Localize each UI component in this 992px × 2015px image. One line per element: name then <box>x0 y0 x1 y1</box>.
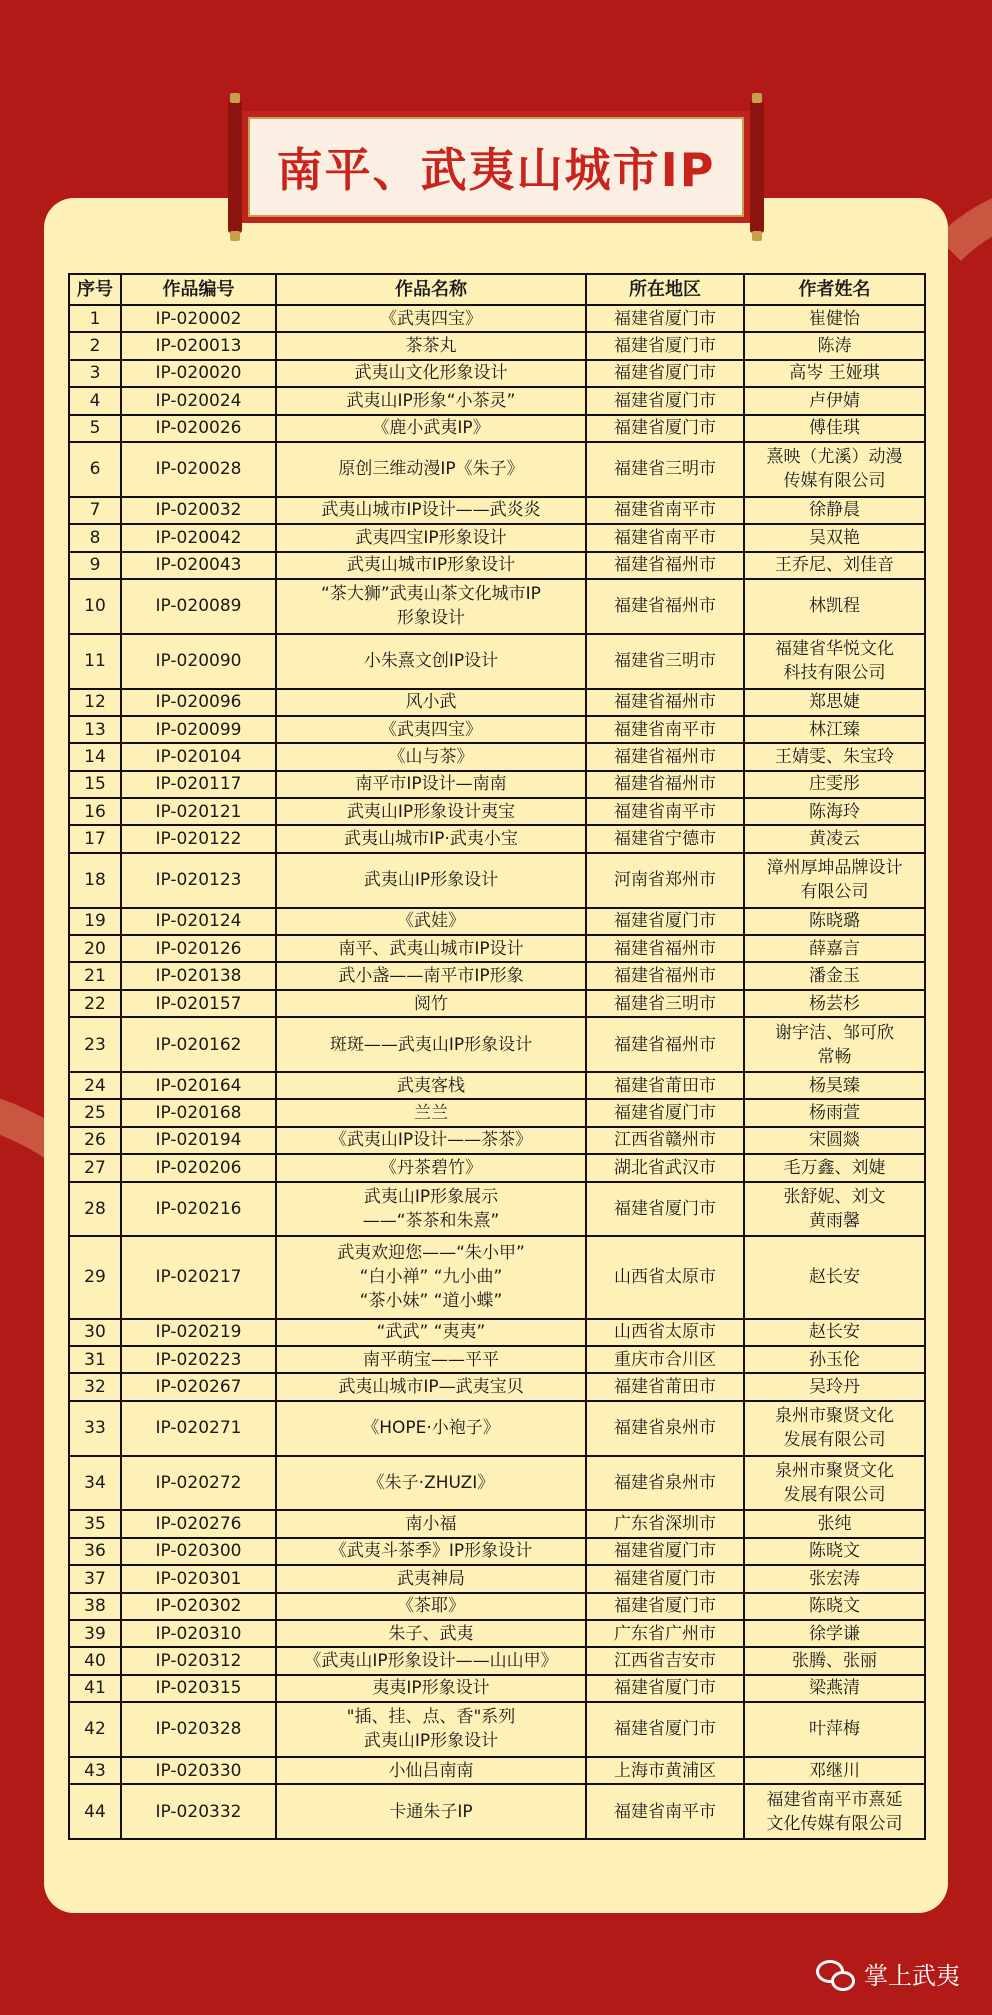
cell-region: 福建省福州市 <box>586 552 744 579</box>
table-row <box>69 1127 925 1154</box>
cell-region: 福建省三明市 <box>586 634 744 689</box>
cell-index: 3 <box>69 360 121 387</box>
footer-brand <box>816 1956 960 1991</box>
cell-work-name: “武武” “夷夷” <box>276 1319 586 1346</box>
cell-index: 39 <box>69 1620 121 1647</box>
cell-work-id: IP-020099 <box>121 716 276 743</box>
cell-index: 16 <box>69 798 121 825</box>
cell-work-id: IP-020157 <box>121 990 276 1017</box>
cell-work-id: IP-020219 <box>121 1319 276 1346</box>
table-row <box>69 1456 925 1511</box>
cell-work-name: 原创三维动漫IP《朱子》 <box>276 442 586 497</box>
cell-work-id: IP-020024 <box>121 387 276 414</box>
cell-region: 福建省厦门市 <box>586 1593 744 1620</box>
cell-index: 1 <box>69 305 121 332</box>
cell-work-id: IP-020126 <box>121 935 276 962</box>
cell-region: 福建省福州市 <box>586 935 744 962</box>
cell-work-name: 阅竹 <box>276 990 586 1017</box>
cell-region: 福建省南平市 <box>586 524 744 551</box>
cell-region: 河南省郑州市 <box>586 853 744 908</box>
cell-region: 福建省厦门市 <box>586 360 744 387</box>
cell-region: 福建省福州市 <box>586 579 744 634</box>
scroll-paper <box>242 111 750 223</box>
table-row <box>69 689 925 716</box>
cell-index: 24 <box>69 1072 121 1099</box>
cell-work-name: 小仙吕南南 <box>276 1757 586 1784</box>
table-row <box>69 1620 925 1647</box>
cell-region: 福建省南平市 <box>586 497 744 524</box>
cell-work-name: 《鹿小武夷IP》 <box>276 415 586 442</box>
cell-work-name: 武夷山IP形象设计 <box>276 853 586 908</box>
cell-region: 福建省厦门市 <box>586 1182 744 1237</box>
cell-work-name: 武夷山城市IP—武夷宝贝 <box>276 1373 586 1400</box>
table-row <box>69 387 925 414</box>
table-row <box>69 1099 925 1126</box>
cell-region: 福建省厦门市 <box>586 1675 744 1702</box>
cell-work-name: 武夷山IP形象“小茶灵” <box>276 387 586 414</box>
cell-author: 黄凌云 <box>744 825 925 852</box>
cell-work-id: IP-020216 <box>121 1182 276 1237</box>
cell-index: 30 <box>69 1319 121 1346</box>
title-scroll <box>228 101 764 233</box>
cell-work-name: 斑斑——武夷山IP形象设计 <box>276 1017 586 1072</box>
wechat-icon <box>816 1958 856 1990</box>
table-row <box>69 579 925 634</box>
cell-region: 福建省宁德市 <box>586 825 744 852</box>
cell-work-name: 武小盏——南平市IP形象 <box>276 962 586 989</box>
cell-work-name: 武夷四宝IP形象设计 <box>276 524 586 551</box>
cell-work-name: 武夷山文化形象设计 <box>276 360 586 387</box>
cell-work-name: 《茶耶》 <box>276 1593 586 1620</box>
cell-work-name: 兰兰 <box>276 1099 586 1126</box>
cell-author: 熹映（尤溪）动漫 传媒有限公司 <box>744 442 925 497</box>
cell-work-id: IP-020162 <box>121 1017 276 1072</box>
cell-index: 25 <box>69 1099 121 1126</box>
table-row <box>69 1236 925 1318</box>
cell-author: 毛万鑫、刘婕 <box>744 1154 925 1181</box>
cell-index: 33 <box>69 1401 121 1456</box>
cell-region: 福建省厦门市 <box>586 387 744 414</box>
cell-work-id: IP-020310 <box>121 1620 276 1647</box>
table-row <box>69 825 925 852</box>
table-row <box>69 990 925 1017</box>
cell-work-name: 《HOPE·小袍子》 <box>276 1401 586 1456</box>
cell-index: 13 <box>69 716 121 743</box>
table-row <box>69 716 925 743</box>
cell-author: 杨昊臻 <box>744 1072 925 1099</box>
cell-index: 22 <box>69 990 121 1017</box>
cell-work-id: IP-020168 <box>121 1099 276 1126</box>
table-row <box>69 1565 925 1592</box>
cell-author: 泉州市聚贤文化 发展有限公司 <box>744 1401 925 1456</box>
cell-index: 38 <box>69 1593 121 1620</box>
cell-work-name: 《武夷山IP形象设计——山山甲》 <box>276 1647 586 1674</box>
cell-work-id: IP-020117 <box>121 771 276 798</box>
cell-author: 赵长安 <box>744 1236 925 1318</box>
table-row <box>69 305 925 332</box>
cell-region: 福建省福州市 <box>586 743 744 770</box>
cell-region: 福建省三明市 <box>586 990 744 1017</box>
cell-region: 山西省太原市 <box>586 1236 744 1318</box>
header-index: 序号 <box>69 274 121 305</box>
header-work-id: 作品编号 <box>121 274 276 305</box>
cell-work-name: 《丹茶碧竹》 <box>276 1154 586 1181</box>
table-body <box>69 305 925 1839</box>
cell-author: 梁燕清 <box>744 1675 925 1702</box>
cell-region: 福建省福州市 <box>586 771 744 798</box>
cell-index: 18 <box>69 853 121 908</box>
cell-author: 泉州市聚贤文化 发展有限公司 <box>744 1456 925 1511</box>
cell-region: 广东省广州市 <box>586 1620 744 1647</box>
cell-author: 潘金玉 <box>744 962 925 989</box>
cell-index: 34 <box>69 1456 121 1511</box>
cell-work-id: IP-020217 <box>121 1236 276 1318</box>
cell-index: 28 <box>69 1182 121 1237</box>
cell-work-id: IP-020122 <box>121 825 276 852</box>
cell-work-id: IP-020164 <box>121 1072 276 1099</box>
cell-index: 42 <box>69 1702 121 1757</box>
cell-region: 福建省厦门市 <box>586 1099 744 1126</box>
cell-work-id: IP-020028 <box>121 442 276 497</box>
table-row <box>69 743 925 770</box>
cell-work-id: IP-020300 <box>121 1538 276 1565</box>
cell-work-name: 武夷神局 <box>276 1565 586 1592</box>
cell-index: 7 <box>69 497 121 524</box>
cell-work-name: 南小福 <box>276 1510 586 1537</box>
cell-index: 12 <box>69 689 121 716</box>
cell-region: 福建省厦门市 <box>586 415 744 442</box>
cell-work-id: IP-020138 <box>121 962 276 989</box>
table-row <box>69 1784 925 1839</box>
table-row <box>69 1757 925 1784</box>
cell-index: 11 <box>69 634 121 689</box>
cell-author: 赵长安 <box>744 1319 925 1346</box>
table-row <box>69 1072 925 1099</box>
cell-region: 福建省厦门市 <box>586 1702 744 1757</box>
cell-author: 张纯 <box>744 1510 925 1537</box>
cell-region: 福建省厦门市 <box>586 1565 744 1592</box>
cell-work-name: 茶茶丸 <box>276 332 586 359</box>
cell-index: 20 <box>69 935 121 962</box>
cell-region: 福建省厦门市 <box>586 305 744 332</box>
cell-author: 林凯程 <box>744 579 925 634</box>
header-author: 作者姓名 <box>744 274 925 305</box>
cell-index: 2 <box>69 332 121 359</box>
table-row <box>69 908 925 935</box>
cell-author: 陈晓文 <box>744 1538 925 1565</box>
table-row <box>69 853 925 908</box>
cell-author: 张腾、张丽 <box>744 1647 925 1674</box>
cell-work-id: IP-020121 <box>121 798 276 825</box>
cell-work-name: 《武夷斗茶季》IP形象设计 <box>276 1538 586 1565</box>
table-row <box>69 1182 925 1237</box>
cell-author: 陈涛 <box>744 332 925 359</box>
cell-author: 高岑 王娅琪 <box>744 360 925 387</box>
cell-work-id: IP-020090 <box>121 634 276 689</box>
wechat-account-name: 掌上武夷 <box>864 1962 960 1990</box>
cell-index: 41 <box>69 1675 121 1702</box>
table-row <box>69 1373 925 1400</box>
cell-work-name: 风小武 <box>276 689 586 716</box>
cell-index: 5 <box>69 415 121 442</box>
scroll-rod-right <box>750 101 764 233</box>
cell-index: 4 <box>69 387 121 414</box>
cell-author: 王乔尼、刘佳音 <box>744 552 925 579</box>
cell-work-name: 南平萌宝——平平 <box>276 1346 586 1373</box>
cell-work-name: 《武夷山IP设计——茶茶》 <box>276 1127 586 1154</box>
cell-region: 福建省福州市 <box>586 689 744 716</box>
cell-work-name: 武夷山城市IP设计——武炎炎 <box>276 497 586 524</box>
cell-author: 郑思婕 <box>744 689 925 716</box>
cell-work-id: IP-020301 <box>121 1565 276 1592</box>
cell-work-name: 武夷客栈 <box>276 1072 586 1099</box>
cell-author: 陈晓璐 <box>744 908 925 935</box>
cell-work-name: 武夷山IP形象设计夷宝 <box>276 798 586 825</box>
cell-region: 福建省厦门市 <box>586 908 744 935</box>
cell-work-id: IP-020104 <box>121 743 276 770</box>
cell-region: 福建省莆田市 <box>586 1373 744 1400</box>
table-header-row <box>69 274 925 305</box>
cell-author: 谢宇洁、邹可欣 常畅 <box>744 1017 925 1072</box>
cell-index: 17 <box>69 825 121 852</box>
cell-author: 吴双艳 <box>744 524 925 551</box>
cell-region: 福建省南平市 <box>586 798 744 825</box>
cell-work-id: IP-020332 <box>121 1784 276 1839</box>
cell-work-id: IP-020026 <box>121 415 276 442</box>
cell-work-name: 朱子、武夷 <box>276 1620 586 1647</box>
cell-region: 福建省厦门市 <box>586 1538 744 1565</box>
cell-work-name: 《武娃》 <box>276 908 586 935</box>
ip-table <box>68 273 926 1840</box>
cell-work-id: IP-020276 <box>121 1510 276 1537</box>
cell-work-name: 卡通朱子IP <box>276 1784 586 1839</box>
table-row <box>69 935 925 962</box>
cell-author: 薛嘉言 <box>744 935 925 962</box>
cell-work-id: IP-020206 <box>121 1154 276 1181</box>
cell-index: 10 <box>69 579 121 634</box>
cell-region: 山西省太原市 <box>586 1319 744 1346</box>
cell-index: 9 <box>69 552 121 579</box>
cell-work-id: IP-020312 <box>121 1647 276 1674</box>
cell-work-id: IP-020271 <box>121 1401 276 1456</box>
cell-region: 福建省福州市 <box>586 1017 744 1072</box>
cell-work-id: IP-020315 <box>121 1675 276 1702</box>
cell-work-id: IP-020042 <box>121 524 276 551</box>
table-row <box>69 552 925 579</box>
cell-work-name: 南平、武夷山城市IP设计 <box>276 935 586 962</box>
cell-author: 陈海玲 <box>744 798 925 825</box>
cell-index: 8 <box>69 524 121 551</box>
cell-region: 福建省福州市 <box>586 962 744 989</box>
cell-index: 15 <box>69 771 121 798</box>
cell-author: 杨芸杉 <box>744 990 925 1017</box>
cell-author: 王婧雯、朱宝玲 <box>744 743 925 770</box>
cell-region: 福建省南平市 <box>586 716 744 743</box>
cell-work-id: IP-020330 <box>121 1757 276 1784</box>
cell-author: 徐学谦 <box>744 1620 925 1647</box>
table-row <box>69 771 925 798</box>
cell-work-id: IP-020302 <box>121 1593 276 1620</box>
cell-index: 27 <box>69 1154 121 1181</box>
cell-author: 邓继川 <box>744 1757 925 1784</box>
cell-work-id: IP-020096 <box>121 689 276 716</box>
cell-region: 福建省泉州市 <box>586 1456 744 1511</box>
cell-author: 孙玉伦 <box>744 1346 925 1373</box>
cell-work-name: “茶大狮”武夷山茶文化城市IP 形象设计 <box>276 579 586 634</box>
cell-work-id: IP-020020 <box>121 360 276 387</box>
cell-work-name: 武夷欢迎您——“朱小甲” “白小禅” “九小曲” “茶小妹” “道小蝶” <box>276 1236 586 1318</box>
cell-author: 杨雨萱 <box>744 1099 925 1126</box>
table-row <box>69 1017 925 1072</box>
cell-work-id: IP-020272 <box>121 1456 276 1511</box>
cell-author: 林江臻 <box>744 716 925 743</box>
table-row <box>69 360 925 387</box>
cell-work-id: IP-020089 <box>121 579 276 634</box>
table-row <box>69 332 925 359</box>
cell-index: 31 <box>69 1346 121 1373</box>
cell-index: 44 <box>69 1784 121 1839</box>
cell-author: 崔健怡 <box>744 305 925 332</box>
table-row <box>69 1702 925 1757</box>
cell-author: 叶萍梅 <box>744 1702 925 1757</box>
cell-work-name: 小朱熹文创IP设计 <box>276 634 586 689</box>
table-row <box>69 1510 925 1537</box>
cell-index: 29 <box>69 1236 121 1318</box>
cell-index: 6 <box>69 442 121 497</box>
page-title: 南平、武夷山城市IP <box>276 143 716 197</box>
cell-region: 湖北省武汉市 <box>586 1154 744 1181</box>
cell-index: 14 <box>69 743 121 770</box>
cell-author: 福建省南平市熹延 文化传媒有限公司 <box>744 1784 925 1839</box>
cell-region: 福建省厦门市 <box>586 332 744 359</box>
cell-author: 宋圆燚 <box>744 1127 925 1154</box>
header-region: 所在地区 <box>586 274 744 305</box>
cell-region: 广东省深圳市 <box>586 1510 744 1537</box>
cell-work-id: IP-020194 <box>121 1127 276 1154</box>
cell-index: 37 <box>69 1565 121 1592</box>
cell-region: 江西省吉安市 <box>586 1647 744 1674</box>
cell-index: 26 <box>69 1127 121 1154</box>
cell-index: 19 <box>69 908 121 935</box>
cell-author: 傅佳琪 <box>744 415 925 442</box>
cell-work-id: IP-020328 <box>121 1702 276 1757</box>
cell-work-id: IP-020013 <box>121 332 276 359</box>
scroll-inner <box>248 117 744 217</box>
cell-author: 吴玲丹 <box>744 1373 925 1400</box>
scroll-rod-left <box>228 101 242 233</box>
cell-work-name: 《武夷四宝》 <box>276 305 586 332</box>
cell-region: 福建省莆田市 <box>586 1072 744 1099</box>
cell-author: 福建省华悦文化 科技有限公司 <box>744 634 925 689</box>
cell-author: 庄雯彤 <box>744 771 925 798</box>
header-work-name: 作品名称 <box>276 274 586 305</box>
cell-work-name: 武夷山城市IP形象设计 <box>276 552 586 579</box>
cell-author: 陈晓文 <box>744 1593 925 1620</box>
cell-region: 重庆市合川区 <box>586 1346 744 1373</box>
cell-work-id: IP-020032 <box>121 497 276 524</box>
table-row <box>69 415 925 442</box>
cell-work-id: IP-020223 <box>121 1346 276 1373</box>
cell-index: 40 <box>69 1647 121 1674</box>
table-row <box>69 634 925 689</box>
cell-index: 21 <box>69 962 121 989</box>
cell-work-name: 《山与茶》 <box>276 743 586 770</box>
cell-region: 福建省泉州市 <box>586 1401 744 1456</box>
table-row <box>69 497 925 524</box>
table-row <box>69 524 925 551</box>
cell-work-id: IP-020124 <box>121 908 276 935</box>
table-row <box>69 1346 925 1373</box>
table-row <box>69 962 925 989</box>
table-row <box>69 1593 925 1620</box>
cell-index: 32 <box>69 1373 121 1400</box>
cell-work-id: IP-020123 <box>121 853 276 908</box>
cell-region: 江西省赣州市 <box>586 1127 744 1154</box>
cell-work-name: "插、挂、点、香"系列 武夷山IP形象设计 <box>276 1702 586 1757</box>
cell-region: 福建省三明市 <box>586 442 744 497</box>
cell-author: 张舒妮、刘文 黄雨馨 <box>744 1182 925 1237</box>
cell-author: 徐静晨 <box>744 497 925 524</box>
cell-work-id: IP-020267 <box>121 1373 276 1400</box>
cell-work-name: 《朱子·ZHUZI》 <box>276 1456 586 1511</box>
cell-work-name: 武夷山IP形象展示 ——“茶茶和朱熹” <box>276 1182 586 1237</box>
cell-index: 35 <box>69 1510 121 1537</box>
table-row <box>69 442 925 497</box>
table-row <box>69 1319 925 1346</box>
cell-author: 卢伊婧 <box>744 387 925 414</box>
cell-work-name: 夷夷IP形象设计 <box>276 1675 586 1702</box>
cell-work-name: 武夷山城市IP·武夷小宝 <box>276 825 586 852</box>
cell-work-id: IP-020043 <box>121 552 276 579</box>
table-row <box>69 1154 925 1181</box>
cell-work-name: 《武夷四宝》 <box>276 716 586 743</box>
cell-work-id: IP-020002 <box>121 305 276 332</box>
table-row <box>69 1675 925 1702</box>
cell-author: 张宏涛 <box>744 1565 925 1592</box>
table-row <box>69 1538 925 1565</box>
table-row <box>69 798 925 825</box>
table-row <box>69 1647 925 1674</box>
table-row <box>69 1401 925 1456</box>
cell-region: 上海市黄浦区 <box>586 1757 744 1784</box>
cell-index: 36 <box>69 1538 121 1565</box>
cell-author: 漳州厚坤品牌设计 有限公司 <box>744 853 925 908</box>
cell-index: 43 <box>69 1757 121 1784</box>
cell-work-name: 南平市IP设计—南南 <box>276 771 586 798</box>
cell-index: 23 <box>69 1017 121 1072</box>
cell-region: 福建省南平市 <box>586 1784 744 1839</box>
